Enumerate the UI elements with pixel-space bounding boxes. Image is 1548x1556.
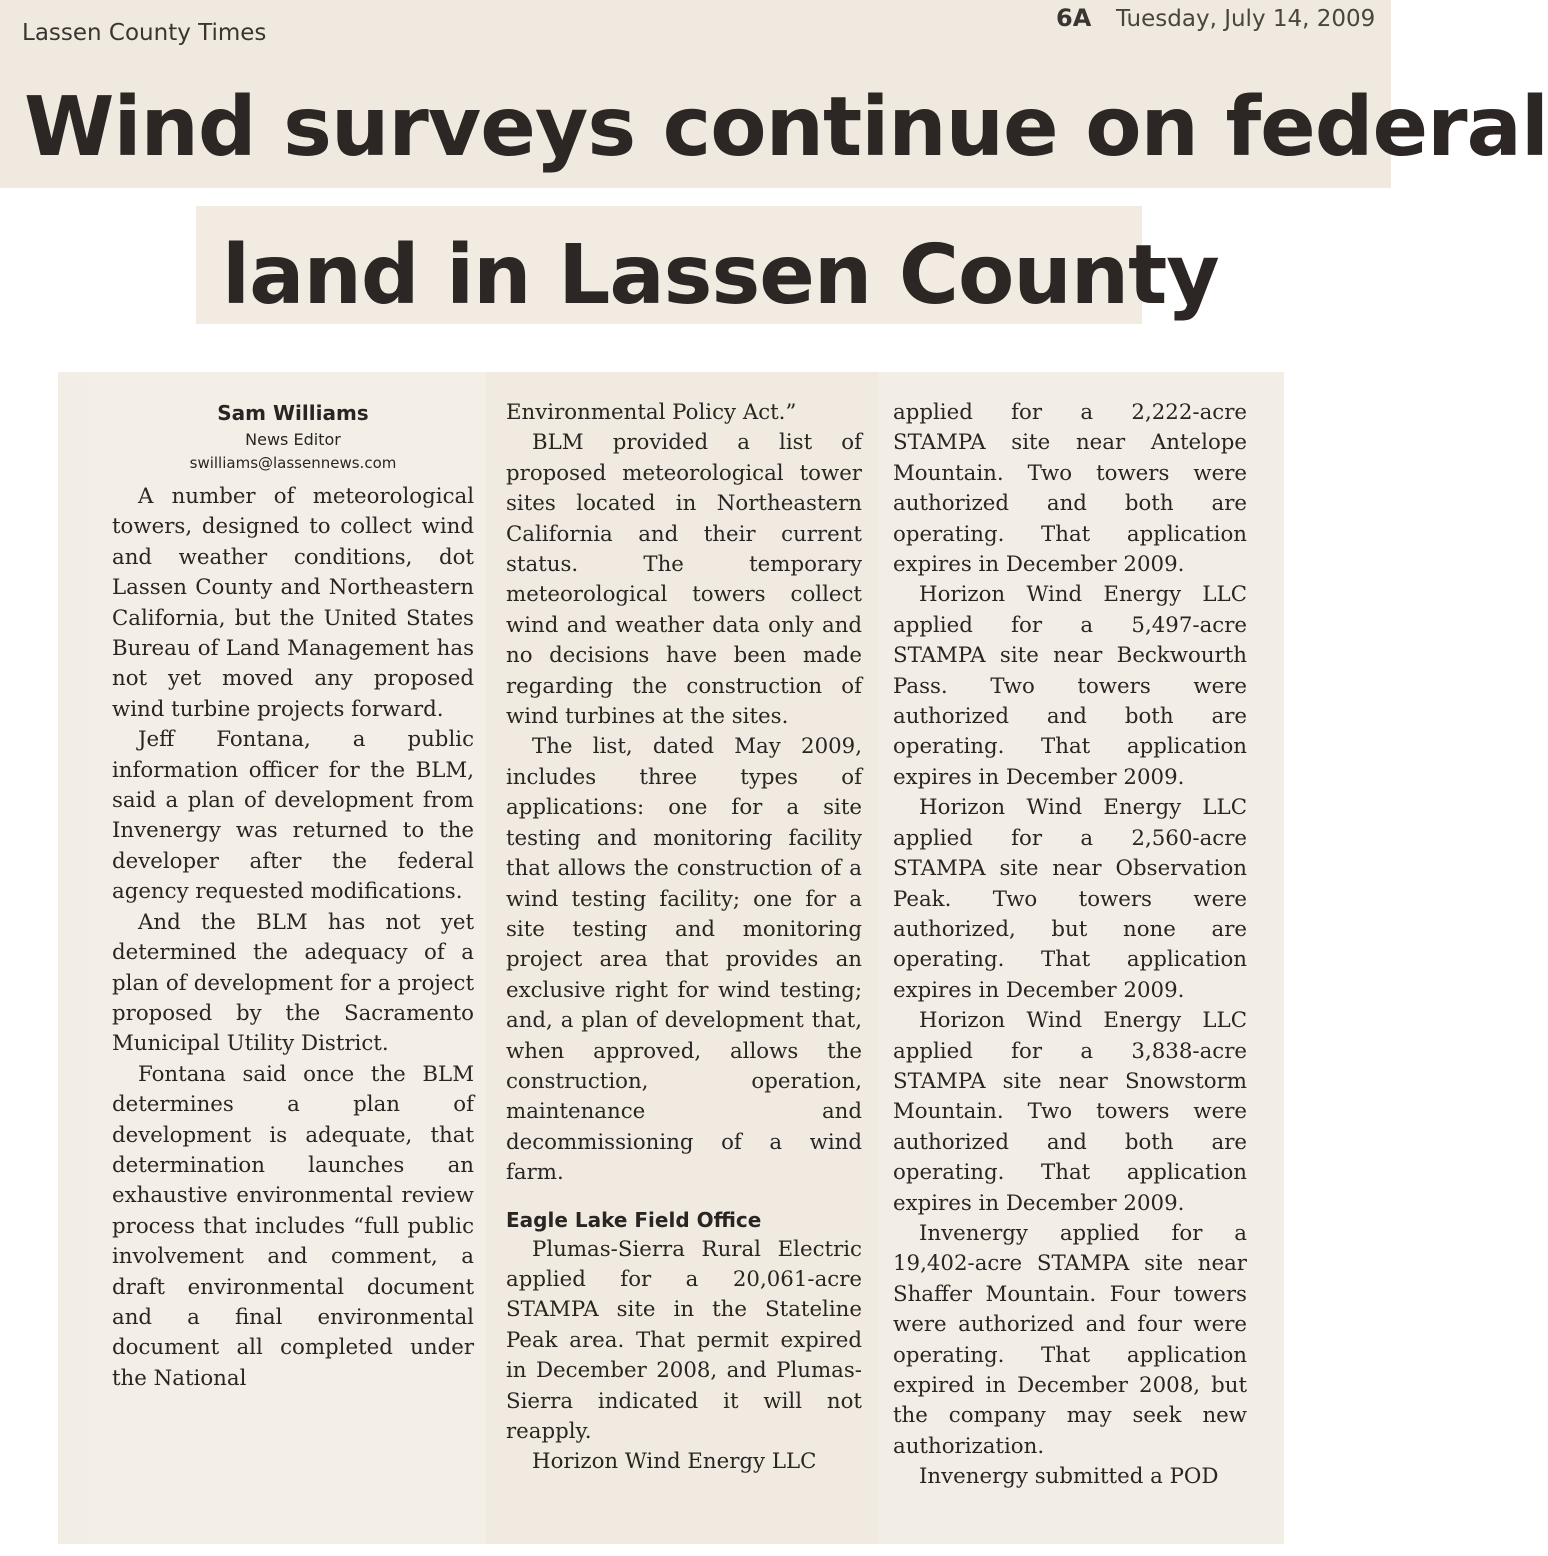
page-number: 6A — [1056, 4, 1092, 32]
paragraph-continued: applied for a 2,222-acre STAMPA site near Antelope Mountain. Two towers were authorized and both are operating. That application expires in December 2009. — [893, 400, 1247, 578]
paragraph: Jeff Fontana, a public information officer for the BLM, said a plan of development from Invenergy was returned to the developer after the federal agency requested modifications. — [112, 727, 474, 905]
paragraph: The list, dated May 2009, includes three types of applications: one for a site testing and monitoring facility that allows the construction of a wind testing facility; one for a site testing and monitoring project area that provides an exclusive right for wind testing; and, a plan of development that, when approved, allows the construction, operation, maintenance and decommissioning of a wind farm. — [506, 734, 862, 1186]
paragraph: And the BLM has not yet determined the adequacy of a plan of development for a project proposed by the Sacramento Municipal Utility District. — [112, 909, 474, 1057]
article-column-3 — [893, 398, 1247, 1493]
paragraph: Invenergy applied for a 19,402-acre STAMPA site near Shaffer Mountain. Four towers were authorized and four were operating. That application expired in December 2008, but the company may seek new authorization. — [893, 1220, 1247, 1459]
author-email: swilliams@lassennews.com — [189, 454, 397, 472]
paragraph-continued: Environmental Policy Act.” — [506, 400, 797, 425]
paragraph: Horizon Wind Energy LLC applied for a 2,560-acre STAMPA site near Observation Peak. Two towers were authorized, but none are operating. That application expires in December 2009. — [893, 795, 1247, 1003]
byline — [112, 398, 474, 474]
publication-date: Tuesday, July 14, 2009 — [1116, 6, 1376, 32]
paragraph: Plumas-Sierra Rural Electric applied for a 20,061-acre STAMPA site in the Stateline Peak area. That permit expired in December 2008, and Plumas-Sierra indicated it will not reapply. — [506, 1236, 862, 1444]
paragraph: Horizon Wind Energy LLC applied for a 5,497-acre STAMPA site near Beckwourth Pass. Two towers were authorized and both are operating. That application expires in December 2009. — [893, 582, 1247, 790]
paragraph: Horizon Wind Energy LLC — [532, 1449, 817, 1475]
author-name: Sam Williams — [217, 401, 369, 425]
headline-line-1: Wind surveys continue on federal — [24, 80, 1548, 175]
paragraph: Horizon Wind Energy LLC applied for a 3,838-acre STAMPA site near Snowstorm Mountain. Two towers were authorized and both are operating. That application expires in December 2009. — [893, 1008, 1247, 1216]
publication-name: Lassen County Times — [22, 20, 267, 46]
paragraph: BLM provided a list of proposed meteorological tower sites located in Northeastern California and their current status. The temporary meteorological towers collect wind and weather data only and no decisions have been made regarding the construction of wind turbines at the sites. — [506, 430, 862, 730]
paragraph: Fontana said once the BLM determines a plan of development is adequate, that determination launches an exhaustive environmental review process that includes “full public involvement and comment, a draft environmental document and a final environmental document all completed under the National — [112, 1061, 474, 1391]
paragraph: A number of meteorological towers, designed to collect wind and weather conditions, dot Lassen County and Northeastern California, but the United States Bureau of Land Management has not yet moved any proposed wind turbine projects forward. — [112, 484, 474, 722]
author-title: News Editor — [245, 430, 341, 449]
section-subhead: Eagle Lake Field Office — [506, 1207, 762, 1232]
paragraph: Invenergy submitted a POD — [919, 1464, 1219, 1490]
headline-line-2: land in Lassen County — [222, 228, 1219, 323]
article-column-1 — [112, 398, 474, 1394]
article-column-2 — [506, 398, 862, 1478]
